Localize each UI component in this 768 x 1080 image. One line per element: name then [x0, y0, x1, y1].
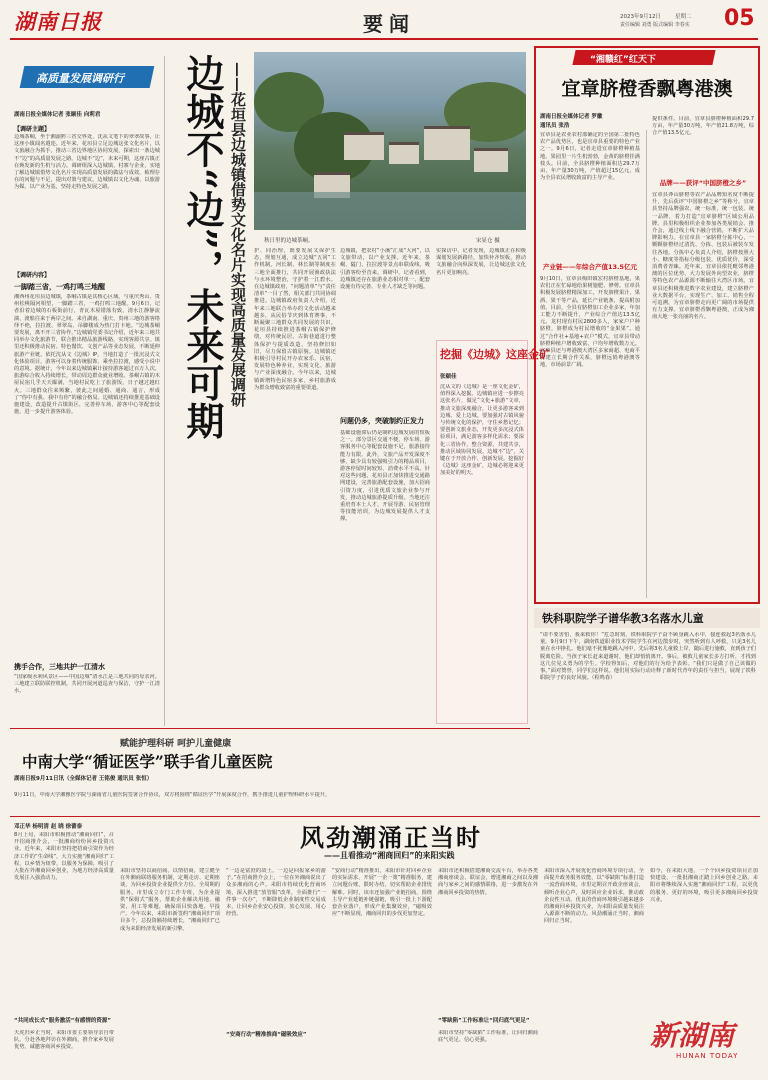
feature-body-col2b: 宜章县莽山脐橙等农产品品牌知名度不断提升，先后获评“中国脐橙之乡”等称号。宜章县坚持品牌强农，统一标准、统一包装、统一品牌，着力打造“宜章脐橙”区域公用品牌。县里积极组织企业参加各类展销会、推介会，通过线上线下融合营销，不断扩大品牌影响力。在宜章县一家脐橙分拣中心，一颗颗脐橙经过清洗、分拣、包装后被装车发往各地。分拣中心负责人介绍，脐橙按照大小、糖度等指标分级包装，优质优价，深受消费者青睐。近年来，宜章县依托毗邻粤港澳的区位优势，大力发展外向型农业，脐橙等特色农产品源源不断输往大湾区市场。宜章县还积极推进数字农业建设，建立脐橙产业大数据平台，实现生产、加工、销售全程可追溯，为宜章脐橙走向更广阔的市场提供有力支撑。宜章脐橙香飘粤港澳，正成为湘南大地一张亮丽的名片。 [652, 192, 754, 321]
lead-body-col1: 护、同治理，既要发展又保护生态，规划互通，成立边城“五同”工作机制。河长制、林长制等制度在三地全面推行，共同开展渔政执法与水环境整治，守护着一江碧水。在边城镇政府，“问题清单”与“责任清单”一目了然，相关部门共同协调推进。边城镇政府负责人介绍，近年来三地联合举办的文化活动越来越多，从民俗节庆到体育赛事，不断凝聚三地群众共同发展的共识。花垣县持续推进茶峒古镇保护修缮，对传统民居、古街巷道进行整体保护与提质改造，坚持修旧如旧，尽力保留古镇原貌。边城镇还积极引导村民开办农家乐、民宿，发展特色种养业，实现文化、旅游与产业深度融合。今年以来，边城镇新增特色民宿多家，乡村旅游成为群众增收致富的重要渠道。 [254, 248, 336, 391]
intro-label: 【调研主题】 [14, 126, 51, 133]
watermark-logo: 新湖南 [650, 1019, 735, 1052]
feature-section2: 品牌——获评“中国脐橙之乡” [659, 179, 747, 187]
masthead-rule [10, 38, 758, 40]
feature-byline: 湖南日报全媒体记者 罗徽 [540, 114, 603, 120]
commentary-title: 挖掘《边城》这座金矿 [440, 348, 550, 361]
section2-body: “国家级水利风景区——中国边城”清水江是三地共同的母亲河。三地建立联防联控机制，共同开展河道巡查与保洁，守护一江清水。 [14, 674, 160, 695]
bottom-body-col4: “安商行动”精准推出，耒阳市针对回乡企业的实际需求，开展“一企一策”精准服务，建立问题台账，限时办结，切实帮助企业排忧解难。同时，该市还加强产业链招商，围绕主导产业延链补链强链，吸引一批上下游配套企业落户，形成产业集聚效应，“磁吸效应”不断显现，湘商回归的步伐更加坚定。 [332, 868, 432, 918]
section1-label: 【调研内容】 [14, 272, 51, 279]
feature-body-col1: 宜章县是农业农村部确定的全国第二批特色农产品优势区，也是宜章县重要的特色产业之一。9月6日，记者走进宜章脐橙种植基地，果园里一片生机勃勃，金黄的脐橙挂满枝头。目前，全县脐橙种植面积达29.7万亩，年产量30万吨，产值超过15亿元，成为全县农民增收致富的主导产业。 [540, 132, 640, 182]
railway-body: “请不要害怕，我来救你！”危急时刻，铁科职院学子奋不顾身跳入水中，接连救起3名落水儿童。9月9日下午，湖南铁道职业技术学院学生在河边散步时，突然听到有人呼救，只见3名儿童在水中挣扎。他们毫不犹豫地跳入河中，先后将3名儿童救上岸，随后进行施救，直到孩子们脱离危险。当孩子家长赶来道谢时，他们却悄悄离开。事后，被救儿童家长多方打听，才找到这几位见义勇为的学生。学校得知后，对他们的行为给予表彰。“我们只是做了自己该做的事。”面对赞誉，同学们这样说。他们用实际行动诠释了新时代青年的责任与担当，展现了铁科职院学子的良好风貌。（程鸣春） [540, 632, 756, 682]
issue-date: 2023年9月12日 [620, 14, 661, 20]
feature-byline2: 通讯员 张浩 [540, 123, 570, 129]
series-tag-label: 高质量发展调研行 [36, 72, 124, 85]
lead-byline: 湖南日报全媒体记者 张颐佳 向莉君 [14, 112, 101, 118]
lead-body-col2: 边城镇，把农村“小溪”汇成“大河”，以文旅带动，以产业支撑。近年来，茶峒、隘门、拉拉渡等景点串联成线，吸引游客纷至沓来。调研中，记者看到，边城镇还存在旅游业态相对单一、配套设施有待完善、专业人才缺乏等问题。 [340, 248, 430, 291]
bottom-body-col7: 如今，在耒阳大地，一个个回乡投资项目正加快建设，一批批湘商正踏上回乡创业之路。耒阳市将继续深入实施“湘商回归”工程，以更优的服务、更好的环境，吸引更多湘商回乡投资兴业。 [650, 868, 758, 903]
bottom-section3: “零缺陷”工作标准让“回归底气更足” [438, 1018, 530, 1024]
intro-body: 边城茶峒，坐于湘渝黔三省交界处，沈从文笔下的翠翠故事，让这座小镇闻名遐迩。近年来，花垣县立足边城这张文化名片，以文旅融合为抓手，推动三省边界地区协同发展，探索出一条边城不“边”的高质量发展之路。边城不“边”，未来可期，这座古镇正在焕发新的生机与活力。调研组深入边城镇、村寨与企业，实地了解边城镇借势文化名片实现高质量发展的做法与成效，梳理存在的问题与不足，提出对策与建议。边城镇以文化为魂、以旅游为媒、以产业为基，坚持走特色发展之路。 [14, 134, 160, 191]
commentary-author: 张颐佳 [440, 374, 457, 380]
feature-body-col2: 提供条件。目前，宜章县脐橙种植面积29.7万亩，年产量30万吨，年产值21.8万吨，综合产值13.5亿元。 [652, 116, 754, 137]
pediatric-byline: 湖南日报9月11日讯（全媒体记者 王铭俊 通讯员 张恒） [14, 776, 153, 782]
lead-body-col3: 实探访中，记者发现，边城镇正在积极谋划发展新路径，加快补齐短板，推动文旅融合向纵深发展，让边城这张文化名片更加响亮。 [436, 248, 526, 276]
bottom-headline: 风劲潮涌正当时 [300, 823, 482, 852]
masthead [0, 0, 768, 40]
bottom-body-col1: 8月上旬，耒阳市积极推动“湘商回归”，召开招商推介会，一批湘商纷纷回乡投资兴业。近年来，耒阳市坚持把招商引资作为经济工作的“生命线”，大力实施“湘商回归”工程，以乡情为纽带，以服务为保障，吸引了大批在外湘商回乡创业，为地方经济高质量发展注入强劲动力。 [14, 832, 114, 882]
section2-title: 携手合作，三地共护一江清水 [14, 663, 105, 671]
bottom-body-col2: 耒阳市坚持以商招商、以情招商，建立健全在外湘商联络服务机制，定期走访、定期座谈，为回乡投资企业提供全方位、全周期的服务。市里成立专门工作专班，为企业提供“保姆式”服务，帮助企业解决用地、融资、用工等难题，确保项目快落地、早投产。今年以来，耒阳市新签约“湘商回归”项目多个，总投资额持续增长，“湘商回归”已成为耒阳经济发展的新引擎。 [120, 868, 220, 932]
section3-title: 问题仍多，突破制约正发力 [340, 417, 424, 425]
lead-subhead: ——花垣县边城镇借势文化名片实现高质量发展调研 [229, 62, 247, 407]
lead-photo [254, 52, 526, 230]
bottom-body-col5: 耒阳市还积极搭建湘商交流平台，举办各类湘商座谈会、联谊会，增进湘商之间以及湘商与家乡之间的感情联络，进一步激发在外湘商回乡投资的热情。 [438, 868, 538, 896]
lead-body-col2b: 基础设施滞后仍是制约边城发展的短板之一。部分景区交通不便，停车场、游客服务中心等配套设施不足，旅游接待能力有限。此外，文旅产品开发深度不够，缺少具有较强吸引力的精品项目，游客停留时间较短、消费水平不高。针对这些问题，花垣县正加快推进交通路网建设，完善旅游配套设施，加大招商引资力度，引进优质文旅企业参与开发，推动边城旅游提质升级。当地还注重培育本土人才，开展导游、民宿管理等技能培训，为边城发展提供人才支撑。 [340, 430, 430, 523]
commentary-body: 沈从文的《边城》是一座文化金矿，值得深入挖掘。边城镇应进一步擦亮这张名片，做足“文化+旅游”文章，推动文旅深度融合，让更多游客来到边城、爱上边城。要加强对古镇风貌与传统文化的保护，守住乡愁记忆；要创新文旅业态，开发更多沉浸式体验项目，满足游客多样化需求；要深化三省协作，整合资源，共建共享，推动区域协同发展。边城不“边”，关键在于开放合作、创新发展。挖掘好《边城》这座金矿，边城必将迎来更加美好的明天。 [440, 384, 524, 477]
page-number: 05 [724, 6, 755, 31]
bottom-body-col3: “一边是富庶的故土，一边是回报家乡的游子。”在招商推介会上，一位在外湘商说出了众多湘商的心声。耒阳市持续优化营商环境，深入推进“放管服”改革，全面推行“一件事一次办”，不断降低企业制度性交易成本，让回乡企业安心投资、放心发展、用心经营。 [226, 868, 326, 918]
bottom-body-col1b: 天虎归乡正当时，耒阳市委主要领导亲自带队，分赴各地拜访在外湘商，推介家乡发展优势，诚邀客商回乡投资。 [14, 1030, 114, 1051]
railway-headline: 铁科职院学子谱华教3名落水儿童 [542, 612, 704, 625]
feature-headline: 宜章脐橙香飘粤港澳 [561, 78, 733, 100]
bottom-body-col6: 耒阳市深入开展优化营商环境专项行动，全面提升政务服务效能，以“零缺陷”标准打造一流营商环境。市里定期召开政企座谈会，倾听企业心声，及时回应企业诉求，推动政企良性互动。优良的营商环境吸引越来越多的湘商回乡投资兴业，为耒阳高质量发展注入源源不断的动力。风劲潮涌正当时，湘商回归正当时。 [544, 868, 644, 925]
feature-body-col1b: 9月10日，宜章县梅田镇宏村脐橙基地，果农们正在忙碌地给果树施肥、修剪。宜章县积极发展脐橙精深加工，开发脐橙果汁、果酒、果干等产品，延长产业链条，提高附加值。目前，全县有脐橙加工企业多家，年加工能力不断提升，产业综合产值达13.5亿元。龙村现有村民2800多人，家家户户种脐橙，脐橙成为村民增收的“金果果”。通过“合作社+基地+农户”模式，宜章县带动脐橙种植户增收致富，户均年增收数万元。宜章县还与粤港澳大湾区多家商超、电商平台建立长期合作关系，脐橙远销粤港澳等地，市场前景广阔。 [540, 276, 640, 369]
lead-headline: 边城不“边”，未来可期 [180, 54, 225, 440]
pediatric-headline: 中南大学“循证医学”联手省儿童医院 [22, 752, 273, 771]
bottom-body-col5b: 耒阳市坚持“零缺陷”工作标准，让回归湘商底气更足、信心更强。 [438, 1030, 538, 1044]
feature-section1: 产业链——年综合产值13.5亿元 [542, 263, 638, 271]
section1-body: 湘西州花垣县边城镇，茶峒古镇是其核心区域，与重庆秀山、贵州松桃隔河相望，一脚踏三省，一鸡打鸣三地醒。9月6日，记者沿着边城的石板街前行，青瓦木屋错落有致，清水江静静流淌，渡船往来于两岸之间。来自湖南、重庆、贵州三地的游客络绎不绝，拉拉渡、翠翠岛、吊脚楼成为热门打卡地。“边城茶峒要发展，离不开三省协作。”边城镇党委书记介绍，近年来三地共同举办文化旅游节，联合推出精品旅游线路，实现客源共享。镇里还积极推动民宿、特色餐饮、文创产品等业态发展，不断延伸旅游产业链。依托沈从文《边城》IP，当地打造了一批沉浸式文化体验项目，游客可以身着传统服饰、乘坐拉拉渡，感受小说中的意境。据统计，今年以来边城镇累计接待游客超过百万人次，旅游综合收入持续增长，带动周边群众就业增收。茶峒古镇的木屋民宿几乎天天爆满，当地村民吃上了旅游饭，日子越过越红火。三地群众往来频繁，彼此之间通婚、通商、通言，形成了“你中有我、我中有你”的融合格局。边城镇还持续推进基础设施建设，改造提升古镇街区，完善停车场、游客中心等配套设施，进一步提升游客体验。 [14, 294, 160, 416]
photo-credit: 宋显仓 摄 [476, 238, 500, 244]
pediatric-kicker: 赋能护理科研 呵护儿童健康 [120, 739, 232, 749]
bottom-subhead: ——且看推动“湘商回归”的来阳实践 [324, 851, 455, 860]
section-title: 要闻 [363, 12, 415, 36]
newspaper-logo: 湖南日报 [14, 9, 102, 34]
section1-title: 一脚踏三省，一鸡打鸣三地醒 [14, 283, 105, 291]
pediatric-body: 9月11日，中南大学湘雅医学院与湖南省儿童医院签署合作协议，双方将围绕“循证医学”开展深度合作，携手推进儿童护理科研水平提升。 [14, 792, 331, 798]
bottom-byline: 邓正华 杨明清 赵 晓 徐蕾泰 [14, 824, 83, 830]
bottom-section1: “共同成长式”服务激活“有感情的资源” [14, 1018, 111, 1024]
bottom-section2: “安商行动”精准推商“磁吸效应” [226, 1032, 307, 1038]
photo-caption: 秋日里的边城茶峒。 [264, 238, 314, 244]
issue-weekday: 星期二 [675, 14, 692, 20]
feature-kicker-label: “湘赣红”红天下 [590, 55, 656, 65]
editors-line: 责任编辑 刘勇 版式编辑 李春实 [620, 22, 690, 28]
watermark-sub: HUNAN TODAY [676, 1052, 739, 1060]
